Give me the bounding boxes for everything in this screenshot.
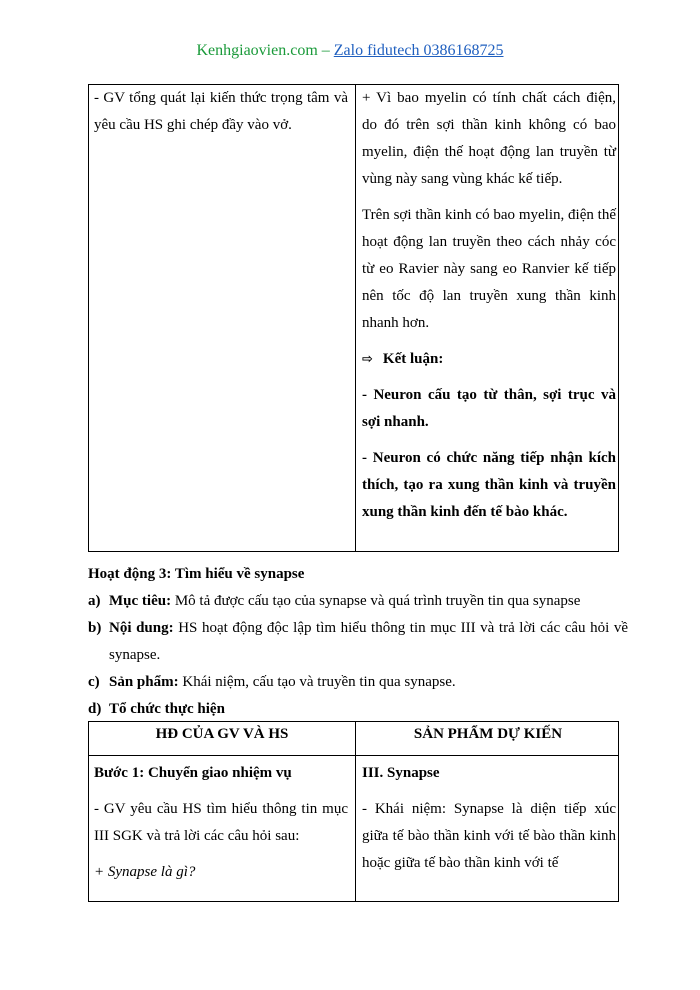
- synapse-table: [88, 721, 619, 902]
- question-1: + Synapse là gì?: [94, 864, 196, 880]
- column-header-activity: HĐ CỦA GV VÀ HS: [155, 726, 289, 742]
- header-row-divider: [89, 755, 618, 756]
- column-header-product: SẢN PHẨM DỰ KIẾN: [413, 726, 563, 742]
- list-item-objective: [88, 588, 628, 615]
- conclusion-item-2: - Neuron có chức năng tiếp nhận kích thích, tạo ra xung thần kinh và truyền xung thần kinh đến tế bào khác.: [362, 450, 616, 520]
- column-divider: [355, 85, 356, 551]
- synapse-definition: - Khái niệm: Synapse là diện tiếp xúc giữa tế bào thần kinh với tế bào thần kinh hoặc giữa tế bào thần kinh với tế: [362, 801, 616, 871]
- myelin-paragraph-1: + Vì bao myelin có tính chất cách điện, do đó trên sợi thần kinh không có bao myelin, điện thế hoạt động lan truyền từ vùng này sang vùng khác kế tiếp.: [362, 90, 616, 187]
- organization-key: Tổ chức thực hiện: [109, 701, 225, 717]
- list-label-a: a): [88, 593, 101, 609]
- product-text: Khái niệm, cấu tạo và truyền tin qua synapse.: [178, 674, 456, 690]
- expected-product-cell: [362, 760, 616, 886]
- continuation-table: [88, 84, 619, 552]
- page-header: [0, 42, 700, 60]
- column-divider: [355, 722, 356, 901]
- teacher-summary-text: - GV tổng quát lại kiến thức trọng tâm và yêu cầu HS ghi chép đầy vào vở.: [94, 90, 348, 133]
- list-item-product: [88, 669, 628, 696]
- list-label-c: c): [88, 674, 100, 690]
- header-separator: –: [317, 42, 334, 59]
- content-key: Nội dung:: [109, 620, 174, 636]
- product-key: Sản phẩm:: [109, 674, 179, 690]
- myelin-paragraph-2: Trên sợi thần kinh có bao myelin, điện thế hoạt động lan truyền theo cách nhảy cóc từ eo Ravier này sang eo Ranvier kế tiếp nên tốc độ lan truyền xung thần kinh nhanh hơn.: [362, 207, 616, 331]
- list-label-d: d): [88, 701, 102, 717]
- teacher-activity-cell: [94, 760, 348, 895]
- section-title: III. Synapse: [362, 765, 440, 781]
- activity-title: Hoạt động 3: Tìm hiểu về synapse: [88, 566, 305, 582]
- conclusion-item-1: - Neuron cấu tạo từ thân, sợi trục và sợi nhanh.: [362, 387, 616, 430]
- activity-section: [88, 561, 628, 723]
- step-1-title: Bước 1: Chuyển giao nhiệm vụ: [94, 765, 292, 781]
- conclusion-heading: [362, 346, 616, 373]
- arrow-right-icon: ⇨: [362, 352, 373, 367]
- objective-text: Mô tả được cấu tạo của synapse và quá trình truyền tin qua synapse: [171, 593, 581, 609]
- conclusion-label: Kết luận:: [382, 351, 444, 367]
- header-site[interactable]: Kenhgiaovien.com: [196, 42, 318, 59]
- list-item-content: [88, 615, 628, 669]
- list-label-b: b): [88, 620, 102, 636]
- objective-key: Mục tiêu:: [109, 593, 172, 609]
- teacher-activity-cell: [94, 85, 348, 148]
- expected-product-cell: [362, 85, 616, 535]
- content-text: HS hoạt động độc lập tìm hiểu thông tin mục III và trả lời các câu hỏi về synapse.: [109, 620, 628, 663]
- header-contact-link[interactable]: Zalo fidutech 0386168725: [333, 42, 504, 59]
- list-item-organization: [88, 696, 628, 723]
- task-instruction: - GV yêu cầu HS tìm hiểu thông tin mục III SGK và trả lời các câu hỏi sau:: [94, 801, 348, 844]
